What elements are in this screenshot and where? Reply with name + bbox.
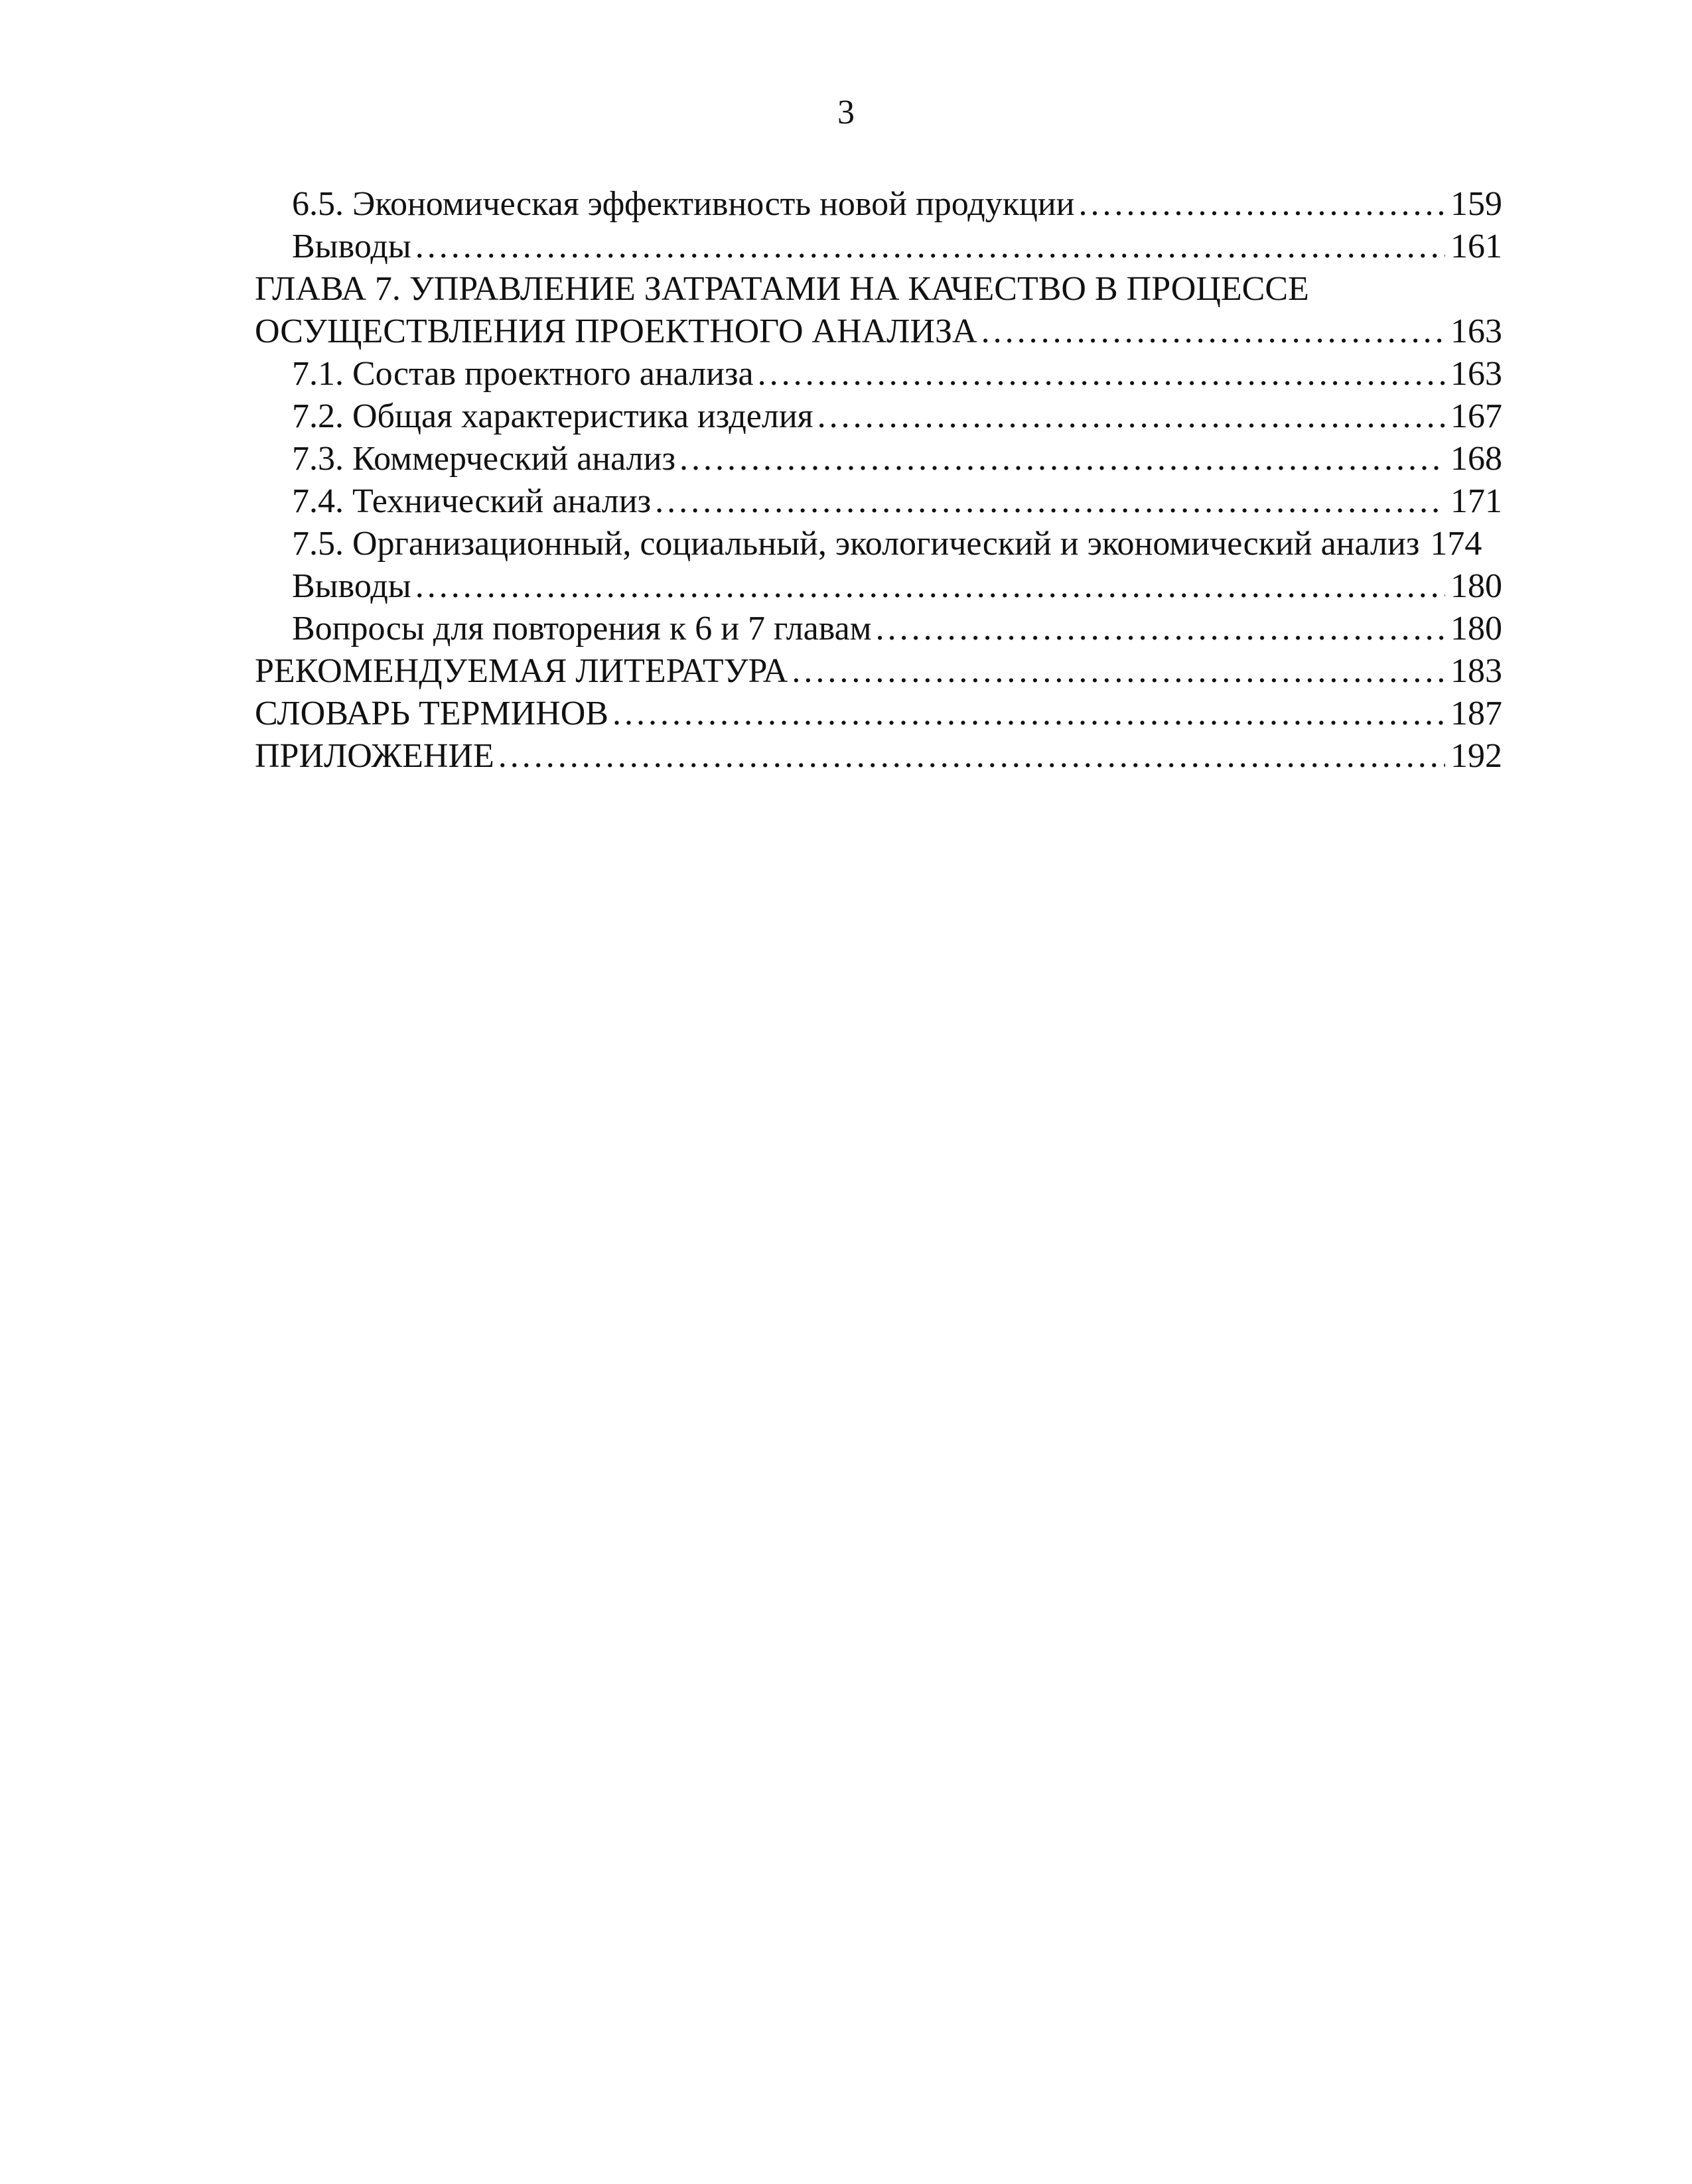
toc-entry-label: Выводы xyxy=(292,567,411,605)
toc-chapter-7-title-line1[interactable] xyxy=(255,268,1502,310)
toc-entry-7-2[interactable] xyxy=(255,395,1502,438)
toc-entry-conclusions-ch7[interactable] xyxy=(255,565,1502,608)
toc-entry-page: 192 xyxy=(1450,737,1502,775)
toc-entry-7-4[interactable] xyxy=(255,480,1502,523)
toc-entry-conclusions-ch6[interactable] xyxy=(255,226,1502,268)
toc-entry-page: 168 xyxy=(1450,440,1502,478)
toc-dot-leader xyxy=(981,310,1445,353)
toc-entry-6-5[interactable] xyxy=(255,183,1502,226)
toc-entry-review-questions[interactable] xyxy=(255,608,1502,650)
toc-entry-page: 163 xyxy=(1450,312,1502,350)
toc-entry-label: 7.3. Коммерческий анализ xyxy=(292,440,675,478)
toc-entry-label: Выводы xyxy=(292,228,411,265)
toc-entry-label: ПРИЛОЖЕНИЕ xyxy=(255,737,494,775)
toc-entry-label: РЕКОМЕНДУЕМАЯ ЛИТЕРАТУРА xyxy=(255,652,788,690)
toc-dot-leader xyxy=(679,438,1445,480)
toc-entry-label: 7.1. Состав проектного анализа xyxy=(292,355,754,393)
toc-entry-label: ОСУЩЕСТВЛЕНИЯ ПРОЕКТНОГО АНАЛИЗА xyxy=(255,312,977,350)
toc-entry-page: 174 xyxy=(1430,525,1482,563)
page-number: 3 xyxy=(837,94,855,131)
toc-entry-label: 6.5. Экономическая эффективность новой продукции xyxy=(292,185,1075,223)
toc-dot-leader xyxy=(758,353,1445,395)
toc-entry-glossary[interactable] xyxy=(255,693,1502,735)
toc-entry-label: СЛОВАРЬ ТЕРМИНОВ xyxy=(255,695,608,732)
toc-entry-page: 161 xyxy=(1450,228,1502,265)
toc-dot-leader xyxy=(792,650,1445,693)
toc-dot-leader xyxy=(817,395,1445,438)
toc-entry-recommended-literature[interactable] xyxy=(255,650,1502,693)
toc-entry-7-5[interactable] xyxy=(255,523,1502,565)
toc-dot-leader xyxy=(612,693,1445,735)
toc-dot-leader xyxy=(498,735,1445,778)
toc-entry-label: Вопросы для повторения к 6 и 7 главам xyxy=(292,610,872,648)
toc-entry-label: 7.5. Организационный, социальный, экологический и экономический анализ xyxy=(292,525,1420,563)
toc-entry-page: 187 xyxy=(1450,695,1502,732)
toc-dot-leader xyxy=(655,480,1445,523)
toc-dot-leader xyxy=(415,565,1445,608)
toc-entry-page: 180 xyxy=(1450,610,1502,648)
toc-entry-appendix[interactable] xyxy=(255,735,1502,778)
toc-entry-label: 7.2. Общая характеристика изделия xyxy=(292,397,813,435)
toc-entry-label: ГЛАВА 7. УПРАВЛЕНИЕ ЗАТРАТАМИ НА КАЧЕСТВО В ПРОЦЕССЕ xyxy=(255,270,1309,308)
toc-entry-7-3[interactable] xyxy=(255,438,1502,480)
toc-dot-leader xyxy=(415,226,1445,268)
toc-dot-leader xyxy=(1079,183,1446,226)
toc-entry-page: 167 xyxy=(1450,397,1502,435)
toc-entry-label: 7.4. Технический анализ xyxy=(292,482,652,520)
table-of-contents xyxy=(255,183,1502,778)
toc-entry-page: 163 xyxy=(1450,355,1502,393)
toc-entry-page: 159 xyxy=(1450,185,1502,223)
toc-chapter-7[interactable] xyxy=(255,310,1502,353)
toc-dot-leader xyxy=(876,608,1445,650)
toc-entry-page: 171 xyxy=(1450,482,1502,520)
toc-entry-page: 183 xyxy=(1450,652,1502,690)
toc-entry-page: 180 xyxy=(1450,567,1502,605)
toc-entry-7-1[interactable] xyxy=(255,353,1502,395)
